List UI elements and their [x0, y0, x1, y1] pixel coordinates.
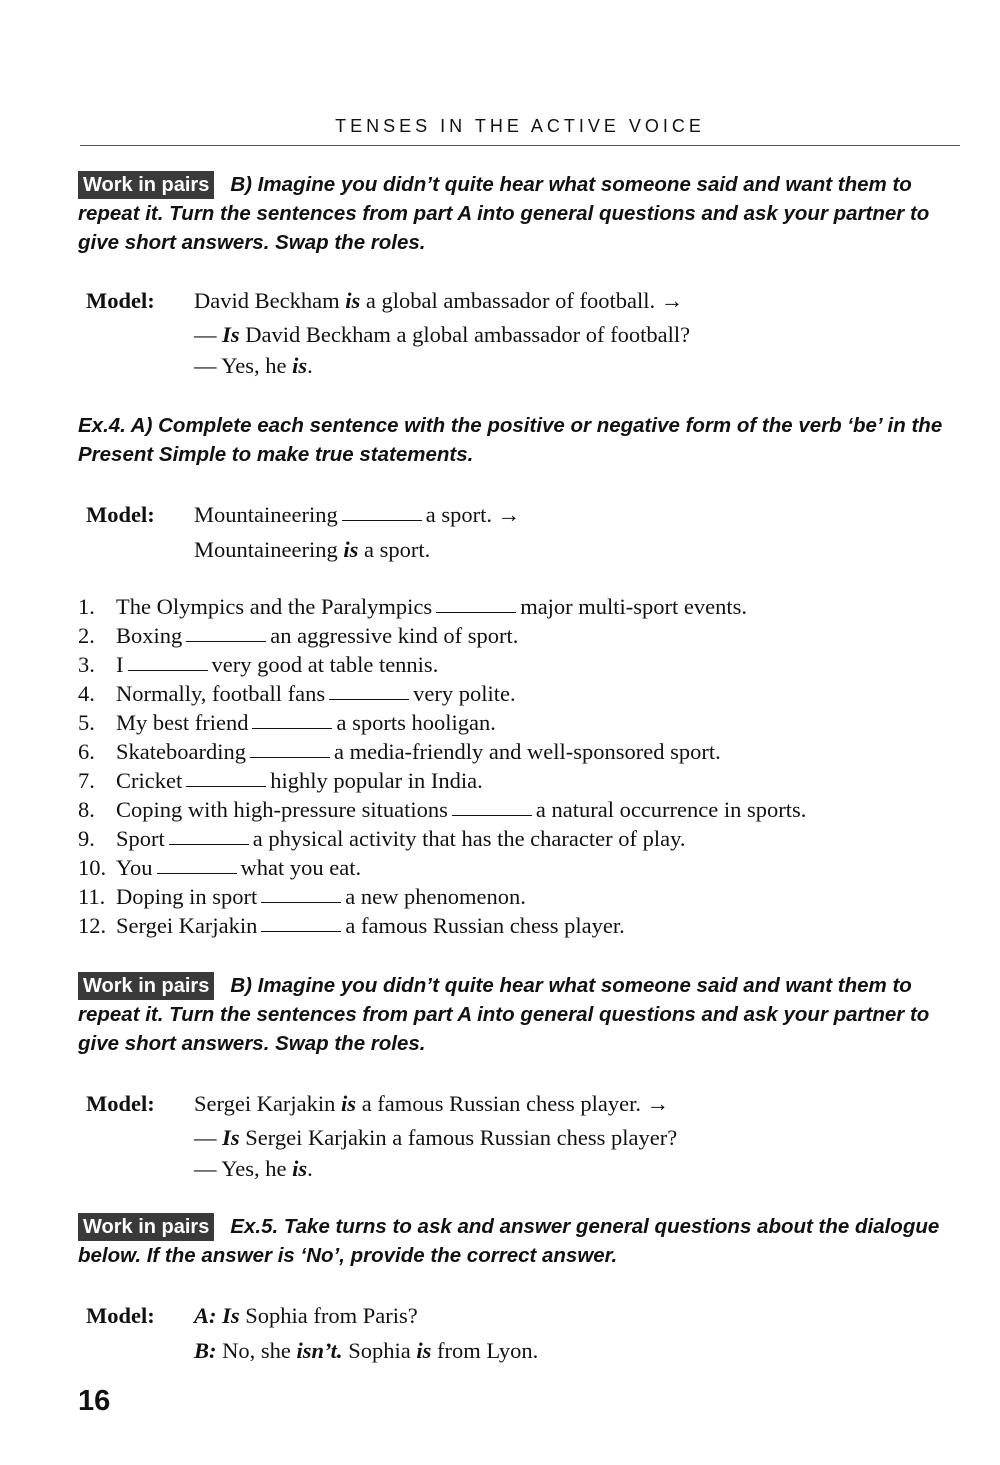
running-title: TENSES IN THE ACTIVE VOICE — [335, 116, 705, 136]
answer-blank[interactable] — [128, 669, 208, 671]
model-label: Model: — [86, 502, 155, 527]
model-line: Mountaineering is a sport. — [194, 537, 431, 562]
list-item: 5. My best friend a sports hooligan. — [78, 710, 496, 735]
model-label: Model: — [86, 1303, 155, 1328]
work-in-pairs-badge: Work in pairs — [78, 972, 214, 1000]
list-item: 10. You what you eat. — [78, 855, 362, 880]
header-rule — [80, 145, 960, 146]
answer-blank[interactable] — [436, 611, 516, 613]
dialogue-line: B: No, she isn’t. Sophia is from Lyon. — [194, 1338, 539, 1363]
answer-blank[interactable] — [250, 756, 330, 758]
instruction-text: B) Imagine you didn’t quite hear what someone said and want them to repeat it. Turn the sentences from part A into general questions and ask your partner to give short answers. Swap the roles. — [78, 974, 930, 1055]
model-line: — Is David Beckham a global ambassador of football? — [194, 322, 691, 347]
model-line: — Is Sergei Karjakin a famous Russian chess player? — [194, 1125, 678, 1150]
work-in-pairs-badge: Work in pairs — [78, 1213, 214, 1241]
list-item: 3. I very good at table tennis. — [78, 652, 439, 677]
answer-blank[interactable] — [261, 901, 341, 903]
work-in-pairs-instruction-2 — [78, 971, 958, 1058]
page-number: 16 — [78, 1385, 111, 1417]
model-line: Sergei Karjakin is a famous Russian chess player. → — [194, 1091, 670, 1116]
list-item: 4. Normally, football fans very polite. — [78, 681, 516, 706]
work-in-pairs-instruction-1 — [78, 170, 958, 257]
answer-blank[interactable] — [329, 698, 409, 700]
list-item: 12. Sergei Karjakin a famous Russian chess player. — [78, 913, 625, 938]
work-in-pairs-badge: Work in pairs — [78, 171, 214, 199]
model-label: Model: — [86, 1091, 155, 1116]
exercise-5-instruction — [78, 1212, 958, 1270]
answer-blank[interactable] — [186, 640, 266, 642]
list-item: 9. Sport a physical activity that has the character of play. — [78, 826, 686, 851]
list-item: 11. Doping in sport a new phenomenon. — [78, 884, 526, 909]
answer-blank[interactable] — [186, 785, 266, 787]
list-item: 1. The Olympics and the Paralympics major multi-sport events. — [78, 594, 748, 619]
model-label: Model: — [86, 288, 155, 313]
list-item: 7. Cricket highly popular in India. — [78, 768, 483, 793]
exercise-4-instruction: Ex.4. A) Complete each sentence with the positive or negative form of the verb ‘be’ in the Present Simple to make true statements. — [78, 414, 943, 466]
model-line: — Yes, he is. — [194, 1156, 313, 1181]
instruction-text: B) Imagine you didn’t quite hear what someone said and want them to repeat it. Turn the sentences from part A into general questions and ask your partner to give short answers. Swap the roles. — [78, 173, 930, 254]
instruction-text: Ex.5. Take turns to ask and answer general questions about the dialogue below. If the answer is ‘No’, provide the correct answer. — [78, 1215, 940, 1267]
list-item: 6. Skateboarding a media-friendly and well-sponsored sport. — [78, 739, 721, 764]
answer-blank[interactable] — [169, 843, 249, 845]
list-item: 2. Boxing an aggressive kind of sport. — [78, 623, 519, 648]
answer-blank[interactable] — [252, 727, 332, 729]
answer-blank[interactable] — [261, 930, 341, 932]
answer-blank[interactable] — [452, 814, 532, 816]
dialogue-line: A: Is Sophia from Paris? — [194, 1303, 418, 1328]
answer-blank[interactable] — [157, 872, 237, 874]
list-item: 8. Coping with high-pressure situations a natural occurrence in sports. — [78, 797, 807, 822]
model-line: David Beckham is a global ambassador of football. → — [194, 288, 684, 313]
model-line: Mountaineering a sport. → — [194, 502, 521, 527]
model-line: — Yes, he is. — [194, 353, 313, 378]
